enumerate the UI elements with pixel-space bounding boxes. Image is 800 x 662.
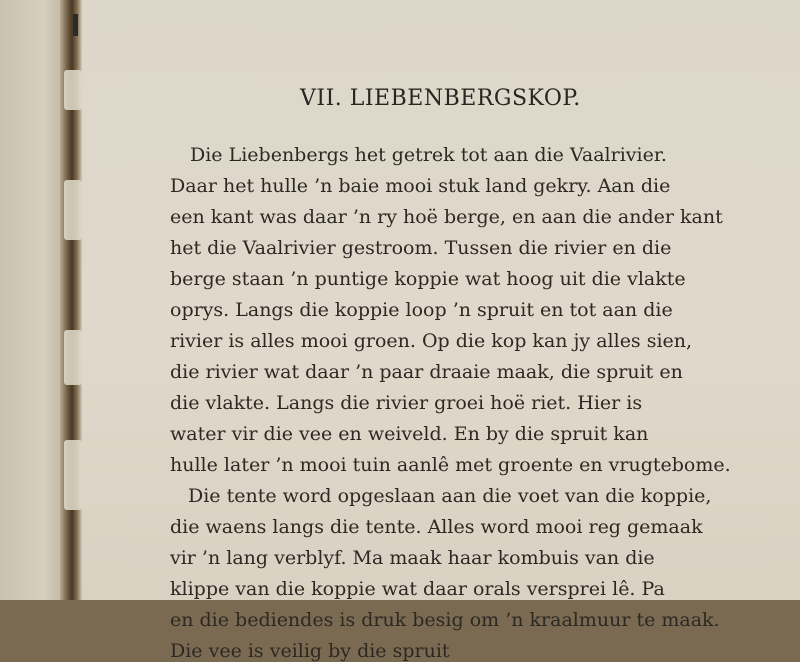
text-line: die rivier wat daar ’n paar draaie maak, die spruit en: [170, 361, 683, 383]
text-line: oprys. Langs die koppie loop ’n spruit en tot aan die: [170, 299, 673, 321]
text-line: het die Vaalrivier gestroom. Tussen die rivier en die: [170, 237, 672, 259]
left-page-edge: [0, 0, 62, 600]
text-line: een kant was daar ’n ry hoë berge, en aan die ander kant: [170, 206, 723, 228]
text-line: Daar het hulle ’n baie mooi stuk land gekry. Aan die: [170, 175, 671, 197]
text-line: rivier is alles mooi groen. Op die kop kan jy alles sien,: [170, 330, 693, 352]
text-line: water vir die vee en weiveld. En by die spruit kan: [170, 423, 649, 445]
text-line: die vlakte. Langs die rivier groei hoë riet. Hier is: [170, 392, 643, 414]
text-line: hulle later ’n mooi tuin aanlê met groente en vrugtebome.: [170, 454, 731, 476]
spine-tear: [64, 70, 82, 110]
text-line: en die bediendes is druk besig om ’n kraalmuur te maak.: [170, 609, 720, 631]
bookmark-ribbon: [73, 14, 78, 36]
text-line: Die Liebenbergs het getrek tot aan die Vaalrivier.: [190, 144, 667, 166]
spine-tear: [64, 180, 82, 240]
text-line: Die tente word opgeslaan aan die voet van die koppie,: [188, 485, 712, 507]
text-line: die waens langs die tente. Alles word mooi reg gemaak: [170, 516, 703, 538]
text-line: Die vee is veilig by die spruit: [170, 640, 450, 662]
spine-tear: [64, 440, 82, 510]
chapter-title: VII. LIEBENBERGSKOP.: [300, 86, 581, 111]
spine-tear: [64, 330, 82, 385]
text-line: vir ’n lang verblyf. Ma maak haar kombuis van die: [170, 547, 655, 569]
text-line: berge staan ’n puntige koppie wat hoog uit die vlakte: [170, 268, 686, 290]
text-line: klippe van die koppie wat daar orals versprei lê. Pa: [170, 578, 665, 600]
